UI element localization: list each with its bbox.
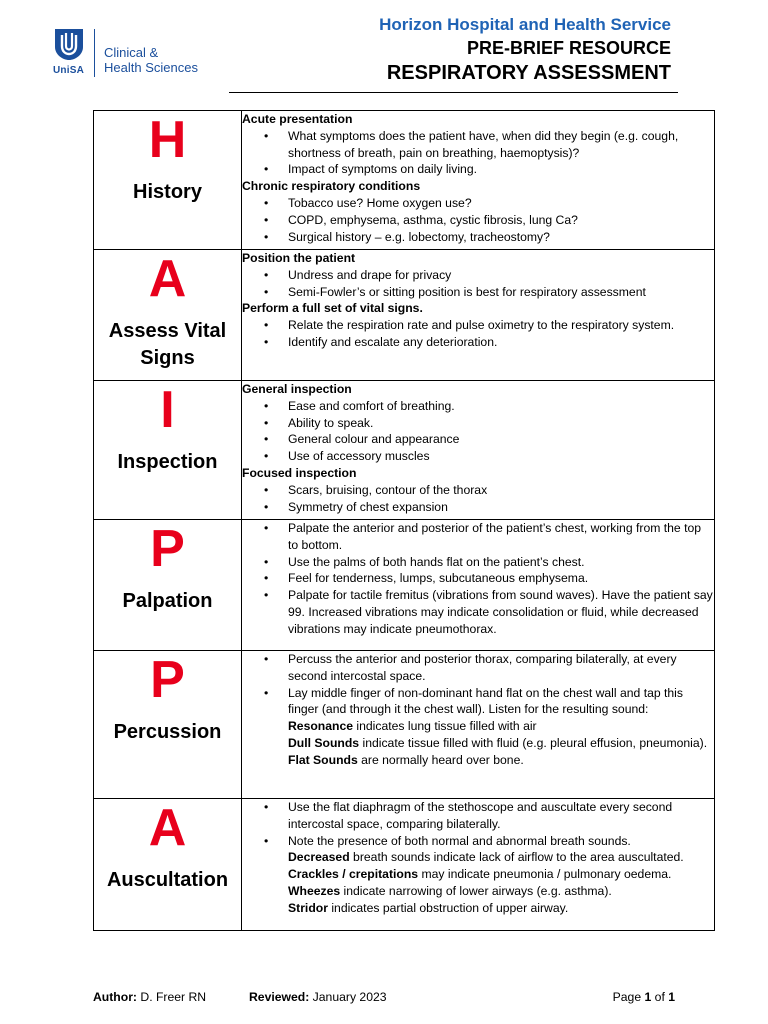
bullet-item: • Ease and comfort of breathing. xyxy=(242,398,714,415)
step-name: History xyxy=(133,181,202,203)
bullet-list xyxy=(242,128,714,178)
sound-note xyxy=(242,849,714,866)
logo-line-2: Health Sciences xyxy=(104,60,198,75)
bullet-item: • Scars, bruising, contour of the thorax xyxy=(242,482,714,499)
note-text: are normally heard over bone. xyxy=(357,752,524,767)
section-heading: Perform a full set of vital signs. xyxy=(242,301,423,316)
reviewed-value: January 2023 xyxy=(309,990,387,1004)
note-text: may indicate pneumonia / pulmonary oedema. xyxy=(418,867,672,882)
content-cell xyxy=(242,381,715,520)
table-row-auscultation xyxy=(94,799,715,931)
mnemonic-letter: H xyxy=(148,111,187,169)
bullet-item: • Ability to speak. xyxy=(242,415,714,432)
bullet-list xyxy=(242,317,714,351)
letter-cell xyxy=(94,520,242,651)
note-term: Crackles / crepitations xyxy=(288,867,419,882)
section-heading: Position the patient xyxy=(242,251,356,265)
bullet-item: • Tobacco use? Home oxygen use? xyxy=(242,195,714,212)
bullet-item: • COPD, emphysema, asthma, cystic fibrosis, lung Ca? xyxy=(242,212,714,229)
document-header xyxy=(379,14,671,86)
document-subtitle: PRE-BRIEF RESOURCE xyxy=(466,38,671,58)
step-name: Assess Vital Signs xyxy=(108,320,227,369)
mnemonic-letter: A xyxy=(148,799,187,857)
page-total: 1 xyxy=(668,990,675,1004)
bullet-list xyxy=(242,799,714,849)
content-cell xyxy=(242,799,715,931)
header-rule xyxy=(229,92,678,93)
content-cell xyxy=(242,651,715,799)
table-row-vital-signs xyxy=(94,250,715,381)
content-cell xyxy=(242,520,715,651)
sound-note xyxy=(242,735,714,752)
bullet-item: • Note the presence of both normal and abnormal breath sounds. xyxy=(242,833,714,850)
document-title: RESPIRATORY ASSESSMENT xyxy=(386,62,671,84)
logo-divider xyxy=(94,29,95,77)
letter-cell xyxy=(94,651,242,799)
mnemonic-letter: P xyxy=(150,651,185,709)
mnemonic-letter: I xyxy=(160,381,175,439)
bullet-item: • Feel for tenderness, lumps, subcutaneous emphysema. xyxy=(242,570,714,587)
note-text: breath sounds indicate lack of airflow to the area auscultated. xyxy=(349,850,684,865)
table-row-percussion xyxy=(94,651,715,799)
page-current: 1 xyxy=(644,990,652,1004)
content-cell xyxy=(242,111,715,250)
step-name: Palpation xyxy=(122,590,213,612)
section-heading: General inspection xyxy=(242,382,352,396)
note-term: Dull Sounds xyxy=(288,735,360,750)
reviewed-label: Reviewed: xyxy=(249,990,310,1004)
table-row-palpation xyxy=(94,520,715,651)
note-text: indicate tissue filled with fluid (e.g. pleural effusion, pneumonia). xyxy=(359,735,708,750)
unisa-shield-icon xyxy=(53,27,85,61)
bullet-item: • Use of accessory muscles xyxy=(242,448,714,465)
footer-reviewed xyxy=(249,990,387,1004)
note-text: indicates lung tissue filled with air xyxy=(353,719,537,734)
step-name: Auscultation xyxy=(106,869,229,891)
sound-note xyxy=(242,718,714,735)
footer-author xyxy=(93,990,206,1004)
bullet-item: • Palpate for tactile fremitus (vibrations from sound waves). Have the patient say 99. Increased vibrations may indicate consolidation or fluid, while decreased vibrations may indicate pneumothorax. xyxy=(242,587,714,637)
assessment-table xyxy=(93,110,715,931)
note-term: Decreased xyxy=(288,850,350,865)
letter-cell xyxy=(94,250,242,381)
page-label: Page xyxy=(612,990,645,1004)
note-term: Flat Sounds xyxy=(288,752,358,767)
bullet-item: • Percuss the anterior and posterior thorax, comparing bilaterally, at every second intercostal space. xyxy=(242,651,714,685)
mnemonic-letter: A xyxy=(148,250,187,308)
note-term: Wheezes xyxy=(288,883,341,898)
bullet-item: • Symmetry of chest expansion xyxy=(242,499,714,516)
step-name: Inspection xyxy=(117,451,218,473)
section-heading: Acute presentation xyxy=(242,112,353,126)
step-name: Percussion xyxy=(113,721,222,743)
bullet-item: • General colour and appearance xyxy=(242,431,714,448)
sound-note xyxy=(242,883,714,900)
letter-cell xyxy=(94,381,242,520)
content-cell xyxy=(242,250,715,381)
bullet-list xyxy=(242,651,714,718)
author-label: Author: xyxy=(93,990,137,1004)
unisa-wordmark: UniSA xyxy=(53,65,84,76)
sound-note xyxy=(242,866,714,883)
bullet-item: • Palpate the anterior and posterior of the patient’s chest, working from the top to bottom. xyxy=(242,520,714,554)
organisation-name: Horizon Hospital and Health Service xyxy=(379,15,671,34)
bullet-list xyxy=(242,482,714,516)
mnemonic-letter: P xyxy=(150,520,185,578)
note-text: indicate narrowing of lower airways (e.g. asthma). xyxy=(340,883,612,898)
bullet-item: • Semi-Fowler’s or sitting position is best for respiratory assessment xyxy=(242,284,714,301)
bullet-item: • Undress and drape for privacy xyxy=(242,267,714,284)
bullet-item: • What symptoms does the patient have, when did they begin (e.g. cough, shortness of breath, pain on breathing, haemoptysis)? xyxy=(242,128,714,162)
bullet-list xyxy=(242,195,714,245)
note-term: Stridor xyxy=(288,900,328,915)
bullet-item: • Identify and escalate any deterioration. xyxy=(242,334,714,351)
table-row-history xyxy=(94,111,715,250)
sound-note xyxy=(242,752,714,769)
letter-cell xyxy=(94,799,242,931)
sound-note xyxy=(242,900,714,917)
bullet-list xyxy=(242,267,714,301)
letter-cell xyxy=(94,111,242,250)
bullet-list xyxy=(242,520,714,638)
bullet-item: • Lay middle finger of non-dominant hand flat on the chest wall and tap this finger (and through it the chest wall). Listen for the resulting sound: xyxy=(242,685,714,719)
bullet-item: • Use the palms of both hands flat on the patient’s chest. xyxy=(242,554,714,571)
bullet-item: • Use the flat diaphragm of the stethoscope and auscultate every second intercostal space, comparing bilaterally. xyxy=(242,799,714,833)
bullet-item: • Relate the respiration rate and pulse oximetry to the respiratory system. xyxy=(242,317,714,334)
page-of: of xyxy=(651,990,669,1004)
table-row-inspection xyxy=(94,381,715,520)
note-term: Resonance xyxy=(288,719,354,734)
bullet-list xyxy=(242,398,714,465)
bullet-item: • Impact of symptoms on daily living. xyxy=(242,161,714,178)
logo-line-1: Clinical & xyxy=(104,45,159,60)
note-text: indicates partial obstruction of upper airway. xyxy=(327,900,569,915)
author-value: D. Freer RN xyxy=(137,990,207,1004)
footer-page-number xyxy=(613,990,675,1004)
section-heading: Focused inspection xyxy=(242,465,357,480)
section-heading: Chronic respiratory conditions xyxy=(242,179,421,194)
bullet-item: • Surgical history – e.g. lobectomy, tracheostomy? xyxy=(242,229,714,246)
